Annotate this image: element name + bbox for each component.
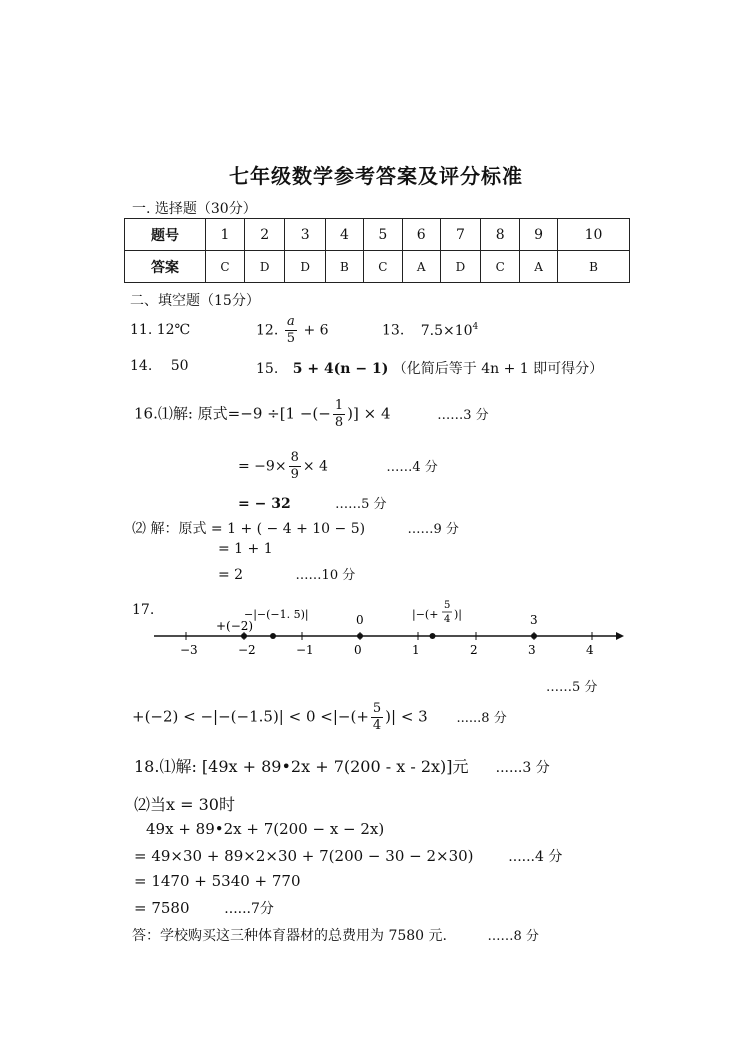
question-number-cell: 6 bbox=[402, 219, 440, 251]
q16-part2-expr: ⑵ 解：原式 = 1 + ( − 4 + 10 − 5) bbox=[132, 521, 366, 537]
q12-fraction bbox=[285, 314, 297, 347]
label-abs-expr-num: 5 bbox=[444, 600, 451, 611]
q17-ineq-fraction bbox=[371, 701, 383, 734]
score-note: ……3 分 bbox=[437, 407, 489, 423]
answer-cell: D bbox=[244, 251, 285, 283]
q13-value: 7.5×10 bbox=[420, 322, 473, 339]
q17-ineq-head: +(−2) < −|−(−1.5)| < 0 <|−(+ bbox=[132, 707, 369, 726]
number-line-point bbox=[430, 633, 436, 639]
q16-part2-line1 bbox=[132, 518, 459, 538]
table-row bbox=[125, 251, 630, 283]
q18-line4-value: = 7580 bbox=[134, 899, 190, 917]
q16-part1-head: 16.⑴解: 原式=−9 ÷[1 −(− bbox=[134, 404, 331, 423]
fraction-denominator: 8 bbox=[334, 415, 344, 430]
label-three: 3 bbox=[530, 613, 538, 627]
q16-part2-line2: = 1 + 1 bbox=[218, 541, 273, 557]
q17-ineq-tail: )| < 3 bbox=[385, 707, 428, 726]
question-number-cell: 5 bbox=[363, 219, 402, 251]
q16-step2-head: = −9× bbox=[238, 458, 287, 475]
label-abs-expr-tail: )| bbox=[454, 608, 462, 621]
number-line-tick-label: 4 bbox=[586, 643, 594, 657]
answer-cell: A bbox=[520, 251, 558, 283]
q18-line3: = 1470 + 5340 + 770 bbox=[134, 872, 301, 890]
label-neg-abs: −|−(−1. 5)| bbox=[244, 608, 309, 621]
arrow-icon bbox=[616, 632, 624, 640]
q16-step3 bbox=[238, 493, 387, 512]
q18-line2-expr: = 49×30 + 89×2×30 + 7(200 − 30 − 2×30) bbox=[134, 847, 474, 865]
q15-note: （化简后等于 4n + 1 即可得分） bbox=[392, 361, 604, 377]
question-number-cell: 8 bbox=[481, 219, 520, 251]
question-number-cell: 9 bbox=[520, 219, 558, 251]
label-abs-expr-head: |−(+ bbox=[412, 608, 439, 621]
number-line-tick-label: 2 bbox=[470, 643, 478, 657]
answer-cell: D bbox=[440, 251, 481, 283]
q13-exponent: 4 bbox=[472, 322, 479, 332]
fraction-numerator: 5 bbox=[372, 701, 382, 716]
number-line-tick-label: 0 bbox=[354, 643, 362, 657]
score-note: ......3 分 bbox=[495, 760, 550, 776]
table-header-cell: 答案 bbox=[125, 251, 206, 283]
section-heading-fill: 二、填空题（15分） bbox=[130, 293, 260, 309]
answer-cell: C bbox=[363, 251, 402, 283]
number-line-tick-label: −2 bbox=[238, 643, 256, 657]
score-note: ......4 分 bbox=[508, 849, 563, 865]
label-zero: 0 bbox=[356, 613, 364, 627]
number-line bbox=[140, 596, 640, 660]
question-number-cell: 4 bbox=[326, 219, 364, 251]
fraction-denominator: 5 bbox=[286, 331, 295, 346]
answer-cell: D bbox=[285, 251, 326, 283]
score-note: ……4 分 bbox=[386, 459, 438, 475]
question-number-cell: 1 bbox=[206, 219, 245, 251]
score-note: ……8 分 bbox=[487, 929, 539, 944]
q18-part1 bbox=[134, 754, 550, 777]
score-note: ……9 分 bbox=[407, 522, 459, 537]
q12-tail: + 6 bbox=[303, 322, 329, 339]
q15-label: 15. bbox=[256, 361, 279, 377]
table-header-cell: 题号 bbox=[125, 219, 206, 251]
score-note: ……10 分 bbox=[295, 568, 356, 583]
q14-label: 14. bbox=[130, 358, 153, 374]
q14-answer bbox=[130, 358, 189, 374]
section-heading-choice: 一. 选择题（30分） bbox=[132, 201, 257, 217]
number-line-tick-label: 3 bbox=[528, 643, 536, 657]
question-number-cell: 7 bbox=[440, 219, 481, 251]
answer-cell: A bbox=[402, 251, 440, 283]
answer-cell: B bbox=[557, 251, 629, 283]
question-number-cell: 10 bbox=[557, 219, 629, 251]
score-note: ……5 分 bbox=[335, 497, 387, 512]
q13-label: 13. bbox=[382, 322, 405, 339]
answer-table bbox=[124, 218, 630, 283]
q17-label: 17. bbox=[132, 602, 155, 618]
q13-answer bbox=[382, 322, 478, 339]
score-note: ......8 分 bbox=[456, 710, 507, 726]
label-plus-neg2: +(−2) bbox=[216, 619, 254, 633]
q16-step3-value: = − 32 bbox=[238, 496, 291, 512]
answer-cell: C bbox=[481, 251, 520, 283]
q11-answer: 11. 12℃ bbox=[130, 322, 191, 338]
fraction-numerator: a bbox=[286, 314, 295, 329]
q12-label: 12. bbox=[256, 322, 279, 339]
answer-cell: C bbox=[206, 251, 245, 283]
question-number-cell: 3 bbox=[285, 219, 326, 251]
q18-answer bbox=[132, 925, 539, 945]
table-row bbox=[125, 219, 630, 251]
number-line-tick-label: −1 bbox=[296, 643, 314, 657]
q14-value: 50 bbox=[170, 358, 189, 374]
q16-part1-tail: )] × 4 bbox=[347, 404, 391, 423]
q15-value: 5 + 4(n − 1) bbox=[292, 361, 389, 377]
q18-line1: 49x + 89•2x + 7(200 − x − 2x) bbox=[146, 820, 385, 838]
q16-part1 bbox=[134, 398, 489, 431]
q12-answer bbox=[256, 314, 329, 347]
fraction-denominator: 9 bbox=[290, 467, 299, 482]
q17-inequality bbox=[132, 701, 507, 734]
number-line-point bbox=[531, 633, 537, 639]
score-note: ......7分 bbox=[224, 901, 274, 917]
q16-fraction bbox=[333, 398, 345, 431]
fraction-numerator: 1 bbox=[334, 398, 344, 413]
score-note: ……5 分 bbox=[546, 680, 598, 695]
number-line-point bbox=[270, 633, 276, 639]
number-line-point bbox=[357, 633, 363, 639]
q18-answer-text: 答：学校购买这三种体育器材的总费用为 7580 元. bbox=[132, 928, 447, 944]
q16-part2-line3 bbox=[218, 564, 355, 583]
answer-cell: B bbox=[326, 251, 364, 283]
q18-line4 bbox=[134, 898, 274, 918]
number-line-point bbox=[241, 633, 247, 639]
fraction-numerator: 8 bbox=[290, 450, 299, 465]
q16-part2-result: = 2 bbox=[218, 567, 244, 583]
q18-part2-head: ⑵当x = 30时 bbox=[134, 795, 235, 814]
q15-answer bbox=[256, 358, 603, 378]
page-title: 七年级数学参考答案及评分标准 bbox=[229, 164, 523, 188]
q18-line2 bbox=[134, 846, 562, 866]
q18-part1-expr: 18.⑴解: [49x + 89•2x + 7(200 - x - 2x)]元 bbox=[134, 757, 469, 776]
number-line-tick-label: 1 bbox=[412, 643, 420, 657]
label-abs-expr-den: 4 bbox=[444, 614, 451, 625]
fraction-denominator: 4 bbox=[372, 718, 382, 733]
question-number-cell: 2 bbox=[244, 219, 285, 251]
q16-step2-tail: × 4 bbox=[302, 458, 328, 475]
q16-step2-fraction bbox=[289, 450, 301, 483]
q16-step2 bbox=[238, 450, 438, 483]
number-line-tick-label: −3 bbox=[180, 643, 198, 657]
